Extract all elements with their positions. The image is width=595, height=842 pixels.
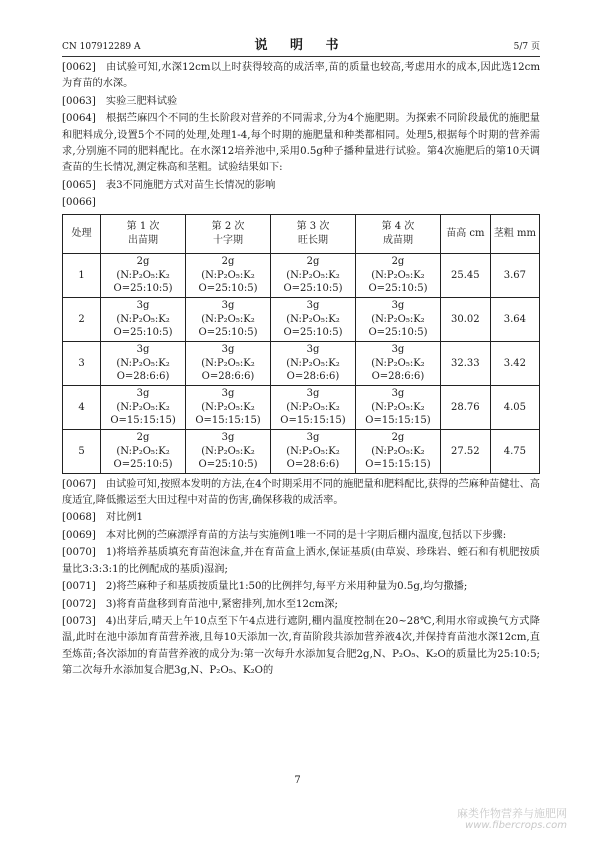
col-header-stage-4: 第 4 次 成苗期 [355,214,440,253]
paragraph-number: [0068] [62,512,96,524]
paragraph-number: [0066] [62,197,96,209]
paragraph [62,94,540,110]
paragraph [62,195,540,211]
table-row [63,385,540,429]
paragraph-text: 由试验可知,水深12cm以上时获得较高的成活率,苗的质量也较高,考虑用水的成本,因此选12cm为育苗的水深。 [62,62,540,90]
cell-height: 28.76 [440,385,490,429]
cell-stage-4: 2g (N:P₂O₅:K₂ O=15:15:15) [355,429,440,473]
cell-diameter: 3.64 [490,297,539,341]
paragraph-number: [0065] [62,179,96,191]
cell-stage-2: 3g (N:P₂O₅:K₂ O=25:10:5) [186,297,271,341]
table-row [63,341,540,385]
paragraph [62,178,540,194]
paragraph-text: 1)将培养基质填充育苗泡沫盒,并在育苗盒上洒水,保证基质(由草炭、珍珠岩、蛭石和有机肥按质量比3:3:3:1的比例配成的基质)湿润; [62,547,540,575]
cell-stage-2: 2g (N:P₂O₅:K₂ O=25:10:5) [186,253,271,297]
paragraph [62,111,540,177]
cell-treatment: 3 [63,341,101,385]
cell-stage-3: 2g (N:P₂O₅:K₂ O=25:10:5) [271,253,356,297]
paragraph-text: 2)将苎麻种子和基质按质量比1:50的比例拌匀,每平方米用种量为0.5g,均匀撒播; [105,581,468,593]
watermark-title: 麻类作物营养与施肥网 [457,807,567,820]
cell-treatment: 1 [63,253,101,297]
cell-stage-3: 3g (N:P₂O₅:K₂ O=28:6:6) [271,341,356,385]
cell-stage-1: 2g (N:P₂O₅:K₂ O=25:10:5) [101,253,186,297]
paragraph [62,579,540,595]
table-row [63,429,540,473]
paragraph-number: [0067] [62,478,96,490]
page-indicator: 5/7 页 [513,42,540,52]
cell-height: 32.33 [440,341,490,385]
cell-treatment: 4 [63,385,101,429]
paragraphs-bottom [62,477,540,680]
paragraph-number: [0071] [62,581,96,593]
cell-diameter: 4.05 [490,385,539,429]
page-header [62,34,540,57]
cell-stage-3: 3g (N:P₂O₅:K₂ O=28:6:6) [271,429,356,473]
watermark-url: www.fibercrops.com [465,820,567,831]
col-header-stage-2: 第 2 次 十字期 [186,214,271,253]
paragraph-number: [0072] [62,598,96,610]
paragraph-text: 由试验可知,按照本发明的方法,在4个时期采用不同的施肥量和肥料配比,获得的苎麻种苗健壮、高度适宜,降低搬运至大田过程中对苗的伤害,确保移栽的成活率。 [62,478,540,507]
patent-number: CN 107912289 A [62,42,141,52]
cell-treatment: 2 [63,297,101,341]
paragraph [62,60,540,93]
cell-stage-3: 3g (N:P₂O₅:K₂ O=25:10:5) [271,297,356,341]
cell-stage-2: 3g (N:P₂O₅:K₂ O=25:10:5) [186,429,271,473]
paragraph-number: [0063] [62,95,96,107]
col-header-stage-1: 第 1 次 出苗期 [101,214,186,253]
paragraph-text: 4)出芽后,晴天上午10点至下午4点进行遮阴,棚内温度控制在20~28℃,利用水帘或换气方式降温,此时在池中添加育苗营养液,且每10天添加一次,育苗阶段共添加营养液4次,并保持育苗池水深12cm,直至炼苗;各次添加的育苗营养液的成分为:第一次每升水添加复合肥2g,N、P₂O₅、K₂O的质量比为25:10:5;第二次每升水添加复合肥3g,N、P₂O₅、K₂O的 [62,615,540,677]
cell-stage-4: 3g (N:P₂O₅:K₂ O=15:15:15) [355,385,440,429]
cell-diameter: 4.75 [490,429,539,473]
cell-stage-2: 3g (N:P₂O₅:K₂ O=15:15:15) [186,385,271,429]
col-header-treatment: 处理 [63,214,101,253]
paragraph [62,597,540,613]
cell-stage-1: 3g (N:P₂O₅:K₂ O=28:6:6) [101,341,186,385]
document-title: 说 明 书 [254,38,348,53]
paragraph-number: [0073] [62,615,96,627]
cell-stage-4: 2g (N:P₂O₅:K₂ O=25:10:5) [355,253,440,297]
paragraph-text: 实验三肥料试验 [105,95,178,107]
paragraph [62,614,540,680]
paragraph [62,477,540,510]
document-body [62,60,540,681]
table-row [63,297,540,341]
cell-stage-4: 3g (N:P₂O₅:K₂ O=25:10:5) [355,297,440,341]
paragraph-number: [0069] [62,529,96,541]
col-header-height: 苗高 cm [440,214,490,253]
cell-stage-3: 3g (N:P₂O₅:K₂ O=15:15:15) [271,385,356,429]
paragraph [62,545,540,578]
paragraph-text: 根据苎麻四个不同的生长阶段对营养的不同需求,分为4个施肥期。为探索不同阶段最优的施肥量和肥料成分,设置5个不同的处理,处理1-4,每个时期的施肥量和种类都相同。处理5,根据每个时期的营养需求,分别施不同的肥料配比。在水深12培养池中,采用0.5g种子播种量进行试验。第4次施肥后的第10天调查苗的生长情况,测定株高和茎粗。试验结果如下: [62,113,540,174]
paragraph-number: [0064] [62,113,96,125]
cell-stage-1: 2g (N:P₂O₅:K₂ O=25:10:5) [101,429,186,473]
col-header-stage-3: 第 3 次 旺长期 [271,214,356,253]
cell-height: 30.02 [440,297,490,341]
paragraph-number: [0062] [62,62,96,73]
paragraphs-top [62,60,540,212]
cell-stage-1: 3g (N:P₂O₅:K₂ O=15:15:15) [101,385,186,429]
cell-stage-2: 3g (N:P₂O₅:K₂ O=28:6:6) [186,341,271,385]
paragraph-text: 对比例1 [105,512,143,524]
cell-height: 27.52 [440,429,490,473]
cell-stage-1: 3g (N:P₂O₅:K₂ O=25:10:5) [101,297,186,341]
paragraph-text: 3)将育苗盘移到育苗池中,紧密排列,加水至12cm深; [105,598,338,610]
fertilizer-table [62,214,540,474]
table-row [63,253,540,297]
paragraph [62,528,540,544]
paragraph-text: 表3不同施肥方式对苗生长情况的影响 [105,179,276,191]
cell-diameter: 3.42 [490,341,539,385]
page-number: 7 [294,775,301,786]
paragraph [62,510,540,526]
cell-diameter: 3.67 [490,253,539,297]
paragraph-number: [0070] [62,547,96,559]
site-watermark [457,807,567,832]
paragraph-text: 本对比例的苎麻漂浮育苗的方法与实施例1唯一不同的是十字期后棚内温度,包括以下步骤: [105,529,507,541]
cell-treatment: 5 [63,429,101,473]
cell-stage-4: 3g (N:P₂O₅:K₂ O=28:6:6) [355,341,440,385]
cell-height: 25.45 [440,253,490,297]
table-header-row [63,214,540,253]
col-header-diameter: 茎粗 mm [490,214,539,253]
